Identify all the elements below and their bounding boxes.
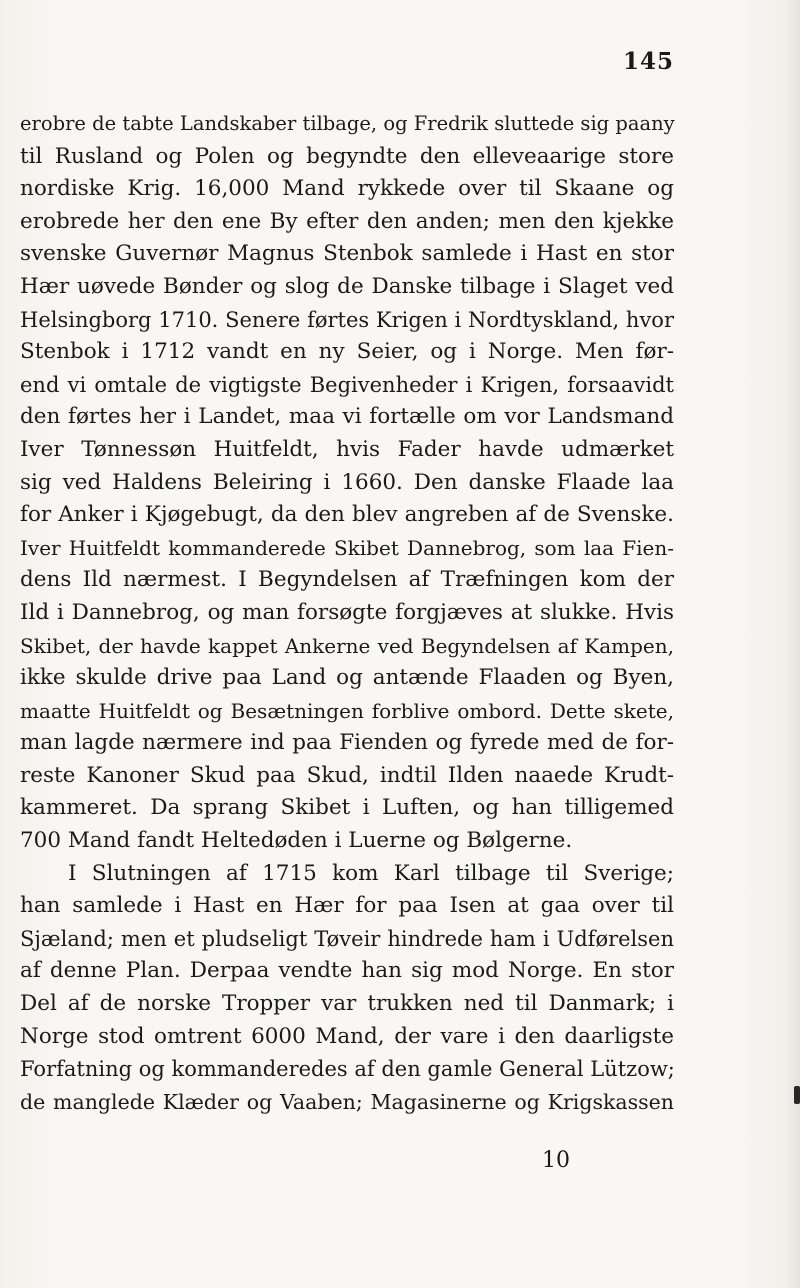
text-line: Skibet, der havde kappet Ankerne ved Begyndelsen af Kampen, [20, 633, 674, 658]
text-line: man lagde nærmere ind paa Fienden og fyrede med de for- [20, 730, 674, 756]
page-number: 145 [622, 48, 674, 75]
text-line: erobre de tabte Landskaber tilbage, og Fredrik sluttede sig paany [20, 112, 675, 135]
text-line: kammeret. Da sprang Skibet i Luften, og han tilligemed [20, 795, 674, 821]
text-line: Sjæland; men et pludseligt Tøveir hindrede ham i Udførelsen [20, 926, 674, 951]
text-line: ikke skulde drive paa Land og antænde Flaaden og Byen, [20, 665, 674, 691]
text-line: nordiske Krig. 16,000 Mand rykkede over til Skaane og [20, 176, 674, 202]
text-line: 700 Mand fandt Heltedøden i Luerne og Bølgerne. [20, 828, 573, 854]
text-line: han samlede i Hast en Hær for paa Isen at gaa over til [20, 893, 674, 919]
text-line: sig ved Haldens Beleiring i 1660. Den danske Flaade laa [20, 469, 674, 495]
text-line: reste Kanoner Skud paa Skud, indtil Ilden naaede Krudt- [20, 762, 674, 788]
text-line: erobrede her den ene By efter den anden; men den kjekke [20, 208, 674, 234]
text-line: Iver Huitfeldt kommanderede Skibet Dannebrog, som laa Fien- [20, 535, 674, 560]
text-line: Forfatning og kommanderedes af den gamle General Lützow; [20, 1057, 675, 1082]
text-line: dens Ild nærmest. I Begyndelsen af Træfningen kom der [20, 567, 674, 593]
text-line: Norge stod omtrent 6000 Mand, der vare i den daarligste [20, 1023, 674, 1049]
text-line: svenske Guvernør Magnus Stenbok samlede i Hast en stor [20, 241, 674, 267]
text-line: Iver Tønnessøn Huitfeldt, hvis Fader havde udmærket [20, 436, 674, 462]
text-line: Hær uøvede Bønder og slog de Danske tilbage i Slaget ved [20, 273, 674, 299]
text-line: I Slutningen af 1715 kom Karl tilbage til Sverige; [68, 860, 674, 886]
page-edge-mark [794, 1086, 800, 1104]
text-line: den førtes her i Landet, maa vi fortælle om vor Landsmand [20, 404, 674, 430]
text-line: Stenbok i 1712 vandt en ny Seier, og i Norge. Men før- [20, 339, 674, 365]
text-line: end vi omtale de vigtigste Begivenheder i Krigen, forsaavidt [20, 372, 674, 397]
signature-mark: 10 [542, 1148, 570, 1173]
text-line: maatte Huitfeldt og Besætningen forblive ombord. Dette skete, [20, 698, 674, 723]
body-text [20, 108, 674, 1118]
text-line: de manglede Klæder og Vaaben; Magasinerne og Krigskassen [20, 1089, 674, 1114]
text-line: for Anker i Kjøgebugt, da den blev angreben af de Svenske. [20, 502, 674, 528]
text-line: af denne Plan. Derpaa vendte han sig mod Norge. En stor [20, 958, 674, 984]
text-line: Del af de norske Tropper var trukken ned til Danmark; i [20, 991, 674, 1017]
text-line: til Rusland og Polen og begyndte den elleveaarige store [20, 143, 674, 169]
text-line: Ild i Dannebrog, og man forsøgte forgjæves at slukke. Hvis [20, 599, 674, 625]
text-line: Helsingborg 1710. Senere førtes Krigen i Nordtyskland, hvor [20, 307, 674, 332]
